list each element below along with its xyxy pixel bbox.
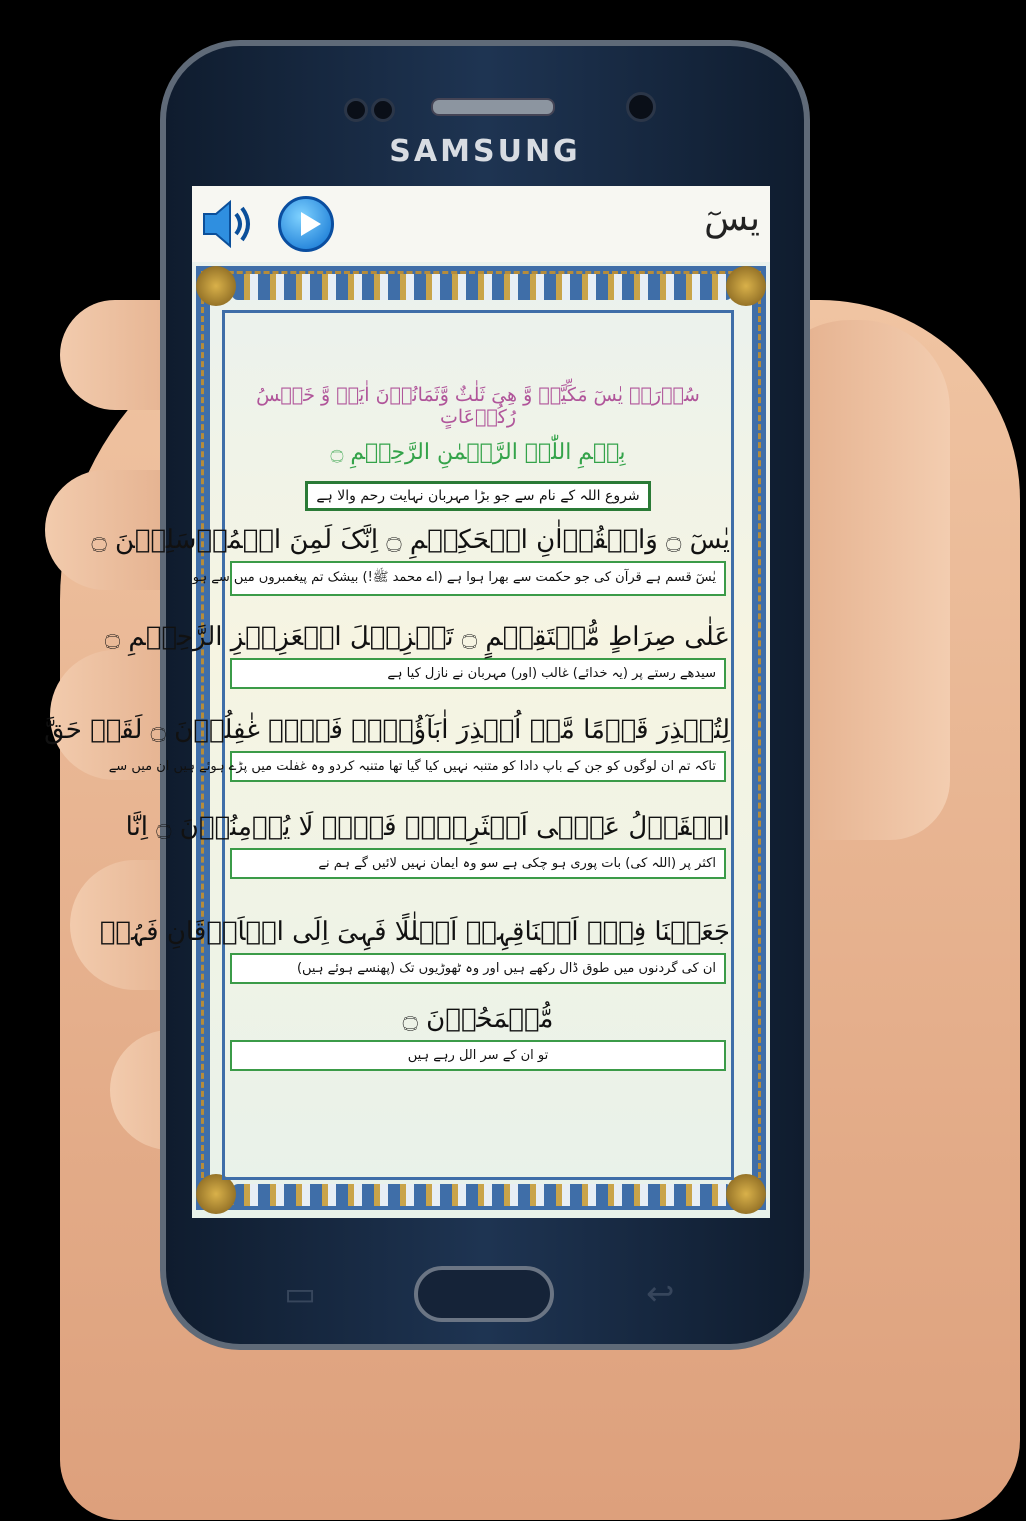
verse-arabic[interactable]: مُّقۡمَحُوۡنَ ۝ [402, 1004, 554, 1034]
verse-arabic[interactable]: عَلٰی صِرَاطٍ مُّسۡتَقِیۡمٍ ۝ تَنۡزِیۡلَ الۡعَزِیۡزِ الرَّحِیۡمِ ۝ [104, 622, 730, 652]
corner-ornament [196, 1174, 236, 1214]
ornament-bottom [232, 1184, 732, 1206]
verse-translation: تو ان کے سر الل رہے ہیں [230, 1040, 726, 1071]
quran-page [44, 262, 770, 1218]
front-camera-icon [626, 92, 656, 122]
corner-ornament [726, 1174, 766, 1214]
verse-translation: تاکہ تم ان لوگوں کو جن کے باپ دادا کو متنبہ نہیں کیا گیا تھا متنبہ کردو وہ غفلت میں پڑے ہوئے ہیں ان میں سے [230, 751, 726, 782]
page-content [44, 322, 730, 1071]
verse-arabic[interactable]: لِتُنۡذِرَ قَوۡمًا مَّاۤ اُنۡذِرَ اٰبَآؤُہُمۡ فَہُمۡ غٰفِلُوۡنَ ۝ لَقَدۡ حَقَّ [44, 715, 730, 745]
brand-logo: SAMSUNG [389, 134, 581, 169]
corner-ornament [726, 266, 766, 306]
verse-translation: سیدھے رستے پر (یہ خدائے) غالب (اور) مہربان نے نازل کیا ہے [230, 658, 726, 689]
toolbar [192, 186, 770, 263]
sensor-icon [344, 98, 368, 122]
opening-translation: شروع اللہ کے نام سے جو بڑا مہربان نہایت رحم والا ہے [305, 481, 650, 511]
verse-translation: ان کی گردنوں میں طوق ڈال رکھے ہیں اور وہ ٹھوڑیوں تک (پھنسے ہوئے ہیں) [230, 953, 726, 984]
sensor-icon [371, 98, 395, 122]
verse-arabic[interactable]: الۡقَوۡلُ عَلٰۤی اَکۡثَرِہِمۡ فَہُمۡ لَا یُؤۡمِنُوۡنَ ۝ اِنَّا [125, 812, 730, 842]
recent-apps-icon[interactable]: ▭ [284, 1274, 317, 1314]
home-button[interactable] [414, 1266, 554, 1322]
corner-ornament [196, 266, 236, 306]
verse-arabic[interactable]: جَعَلۡنَا فِیۡۤ اَعۡنَاقِہِمۡ اَغۡلٰلًا فَہِیَ اِلَی الۡاَذۡقَانِ فَہُمۡ [99, 917, 730, 947]
verse-translation: اکثر پر (اللہ کی) بات پوری ہو چکی ہے سو وہ ایمان نہیں لائیں گے ہم نے [230, 848, 726, 879]
earpiece-speaker [431, 98, 555, 116]
verse-arabic[interactable]: یٰسٓ ۝ وَالۡقُرۡاٰنِ الۡحَکِیۡمِ ۝ اِنَّکَ لَمِنَ الۡمُرۡسَلِیۡنَ ۝ [91, 525, 730, 555]
ornament-top [232, 274, 732, 300]
surah-title: سُوۡرَۃُ یٰسٓ مَکِّیَّۃٌ وَّ ھِیَ ثَلٰثٌ وَّثَمَانُوۡنَ اٰیَۃً وَّ خَمۡسُ رُکُوۡعَاتٍ [256, 384, 700, 428]
play-button[interactable] [278, 196, 334, 252]
back-icon[interactable]: ↩ [646, 1274, 675, 1314]
bismillah: بِسۡمِ اللّٰہِ الرَّحۡمٰنِ الرَّحِیۡمِ ۝ [330, 440, 626, 465]
surah-logo: یسٓ [704, 198, 760, 239]
speaker-icon[interactable] [200, 196, 258, 252]
verse-translation: یٰسٓ قسم ہے قرآن کی جو حکمت سے بھرا ہوا ہے (اے محمد ﷺ!) بیشک تم پیغمبروں میں سے ہو [230, 561, 726, 596]
screen [44, 186, 770, 1218]
